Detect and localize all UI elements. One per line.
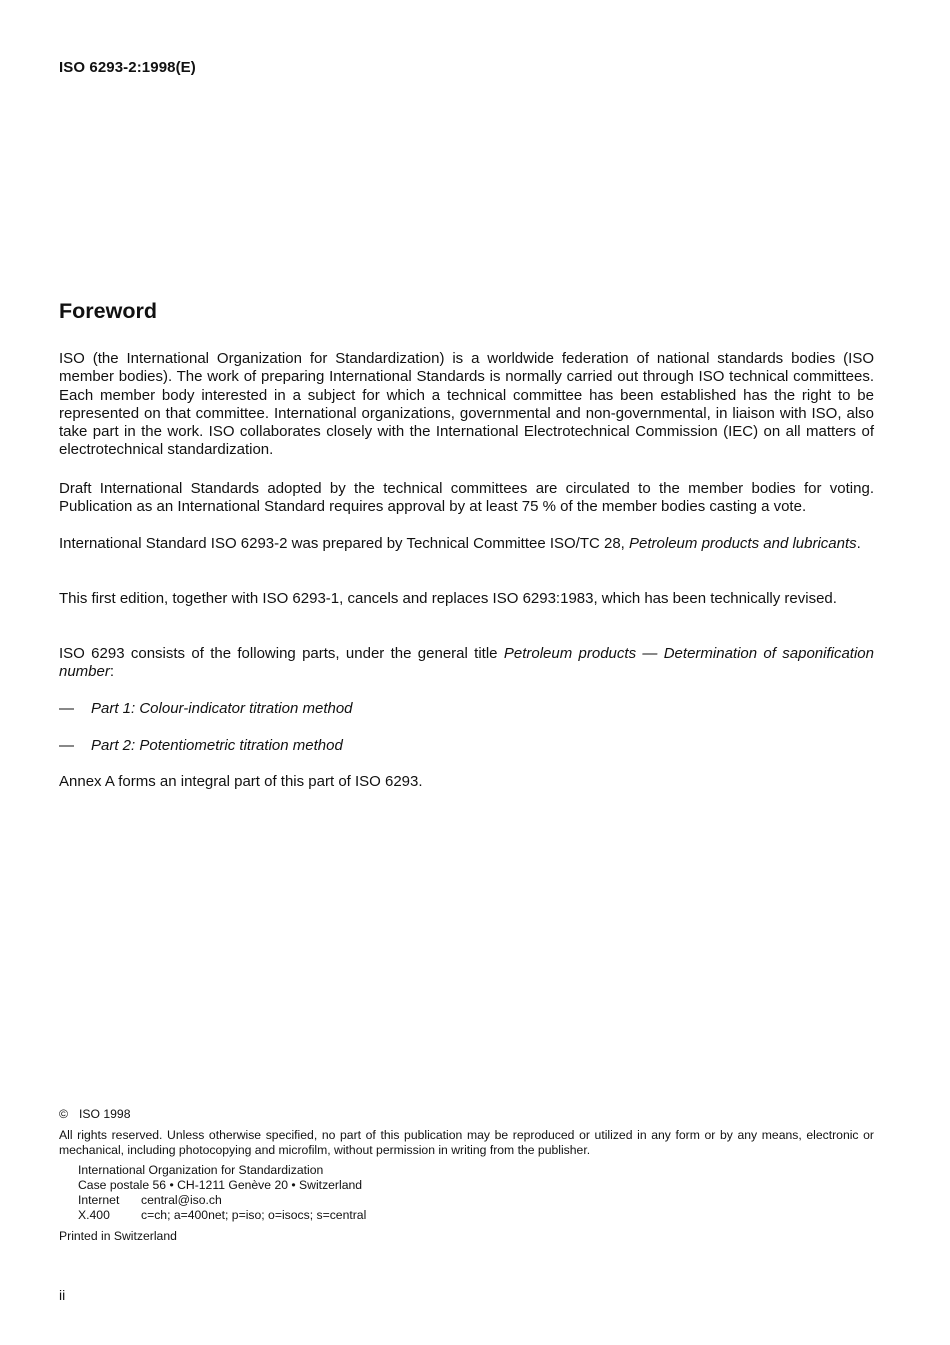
org-postal-address: Case postale 56 • CH-1211 Genève 20 • Switzerland [78, 1178, 363, 1192]
prepared-by-suffix: . [856, 535, 861, 552]
foreword-paragraph-draft-standards: Draft International Standards adopted by the technical committees are circulated to the member bodies for voting. Publication as an International Standard requires approval by at least 75 % of the member bodies casting a vote. [59, 480, 874, 516]
foreword-paragraph-annex: Annex A forms an integral part of this part of ISO 6293. [59, 773, 423, 790]
foreword-paragraph-parts-intro [59, 645, 874, 682]
internet-row [78, 1193, 366, 1208]
general-title: Petroleum products — Determination of saponification number [59, 645, 874, 681]
parts-intro-suffix: : [109, 663, 115, 681]
foreword-paragraph-prepared-by [59, 535, 874, 553]
committee-title: Petroleum products and lubricants [629, 535, 857, 552]
list-dash: — [59, 700, 74, 717]
x400-row [78, 1208, 366, 1223]
part-1-title: Part 1: Colour-indicator titration method [91, 700, 353, 717]
prepared-by-text: International Standard ISO 6293-2 was prepared by Technical Committee ISO/TC 28, [59, 535, 630, 552]
internet-value: central@iso.ch [141, 1193, 222, 1207]
foreword-paragraph-iso-description: ISO (the International Organization for Standardization) is a worldwide federation of national standards bodies (ISO member bodies). The work of preparing International Standards is normally carried out through ISO technical committees. Each member body interested in a subject for which a technical committee has been established has the right to be represented on that committee. International organizations, governmental and non-governmental, in liaison with ISO, also take part in the work. ISO collaborates closely with the International Electrotechnical Commission (IEC) on all matters of electrotechnical standardization. [59, 350, 874, 459]
part-2-title: Part 2: Potentiometric titration method [91, 737, 343, 754]
copyright-line [59, 1107, 131, 1122]
copyright-text: ISO 1998 [79, 1107, 131, 1121]
foreword-paragraph-edition: This first edition, together with ISO 6293-1, cancels and replaces ISO 6293:1983, which has been technically revised. [59, 590, 837, 607]
copyright-symbol: © [59, 1107, 68, 1121]
org-name: International Organization for Standardization [78, 1163, 324, 1177]
rights-notice: All rights reserved. Unless otherwise specified, no part of this publication may be reproduced or utilized in any form or by any means, electronic or mechanical, including photocopying and microfilm, without permission in writing from the publisher. [59, 1128, 874, 1157]
foreword-heading: Foreword [59, 299, 157, 323]
x400-label: X.400 [78, 1208, 110, 1222]
parts-intro-text: ISO 6293 consists of the following parts, under the general title [59, 645, 504, 662]
printed-in: Printed in Switzerland [59, 1229, 177, 1243]
page-number: ii [59, 1287, 66, 1303]
list-dash: — [59, 737, 74, 754]
internet-label: Internet [78, 1193, 120, 1207]
publisher-address [78, 1163, 366, 1223]
document-identifier: ISO 6293-2:1998(E) [59, 59, 196, 76]
x400-value: c=ch; a=400net; p=iso; o=isocs; s=central [141, 1208, 367, 1222]
